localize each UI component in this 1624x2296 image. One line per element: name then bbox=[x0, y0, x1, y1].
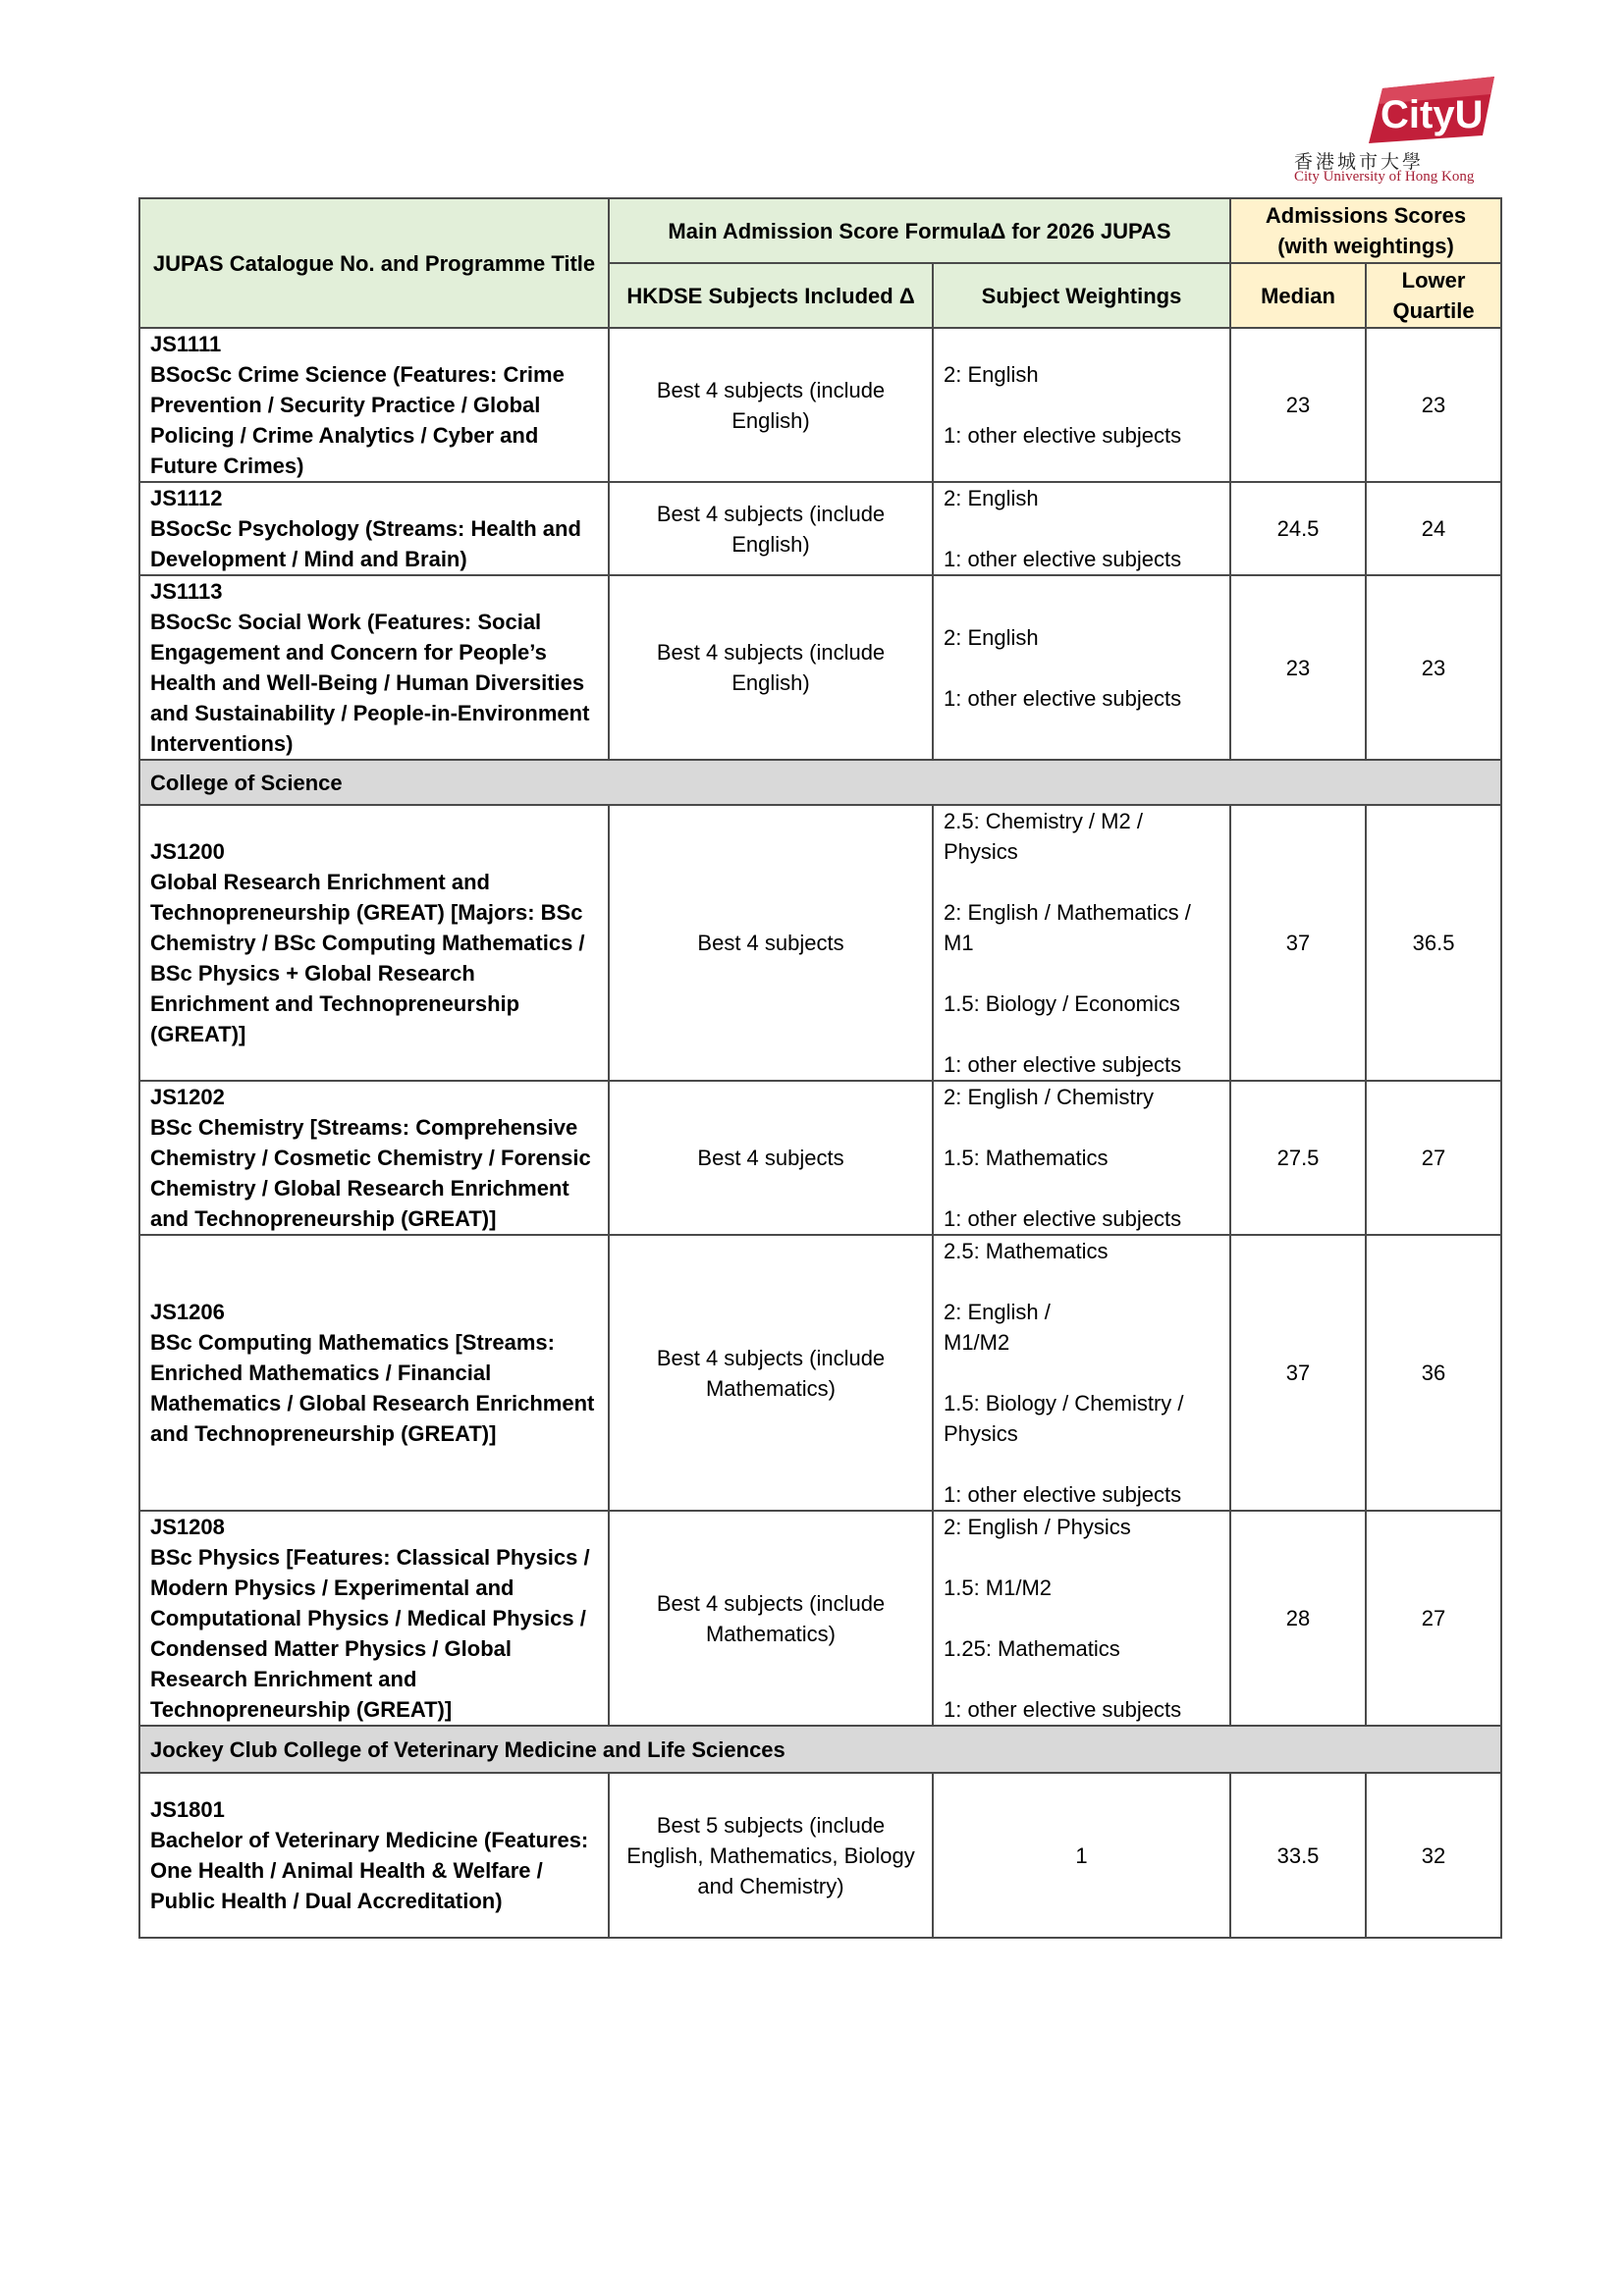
table-row bbox=[139, 1773, 1501, 1938]
weighting-gap bbox=[944, 1358, 1219, 1388]
weighting-gap bbox=[944, 1542, 1219, 1573]
section-row bbox=[139, 1726, 1501, 1773]
weighting-line: 2: English bbox=[944, 624, 1039, 650]
table-row bbox=[139, 482, 1501, 575]
weighting-line: 2.5: Chemistry / M2 / Physics bbox=[944, 809, 1143, 864]
median-cell: 28 bbox=[1230, 1511, 1366, 1726]
programme-title: BSc Physics [Features: Classical Physics / Modern Physics / Experimental and Computational Physics / Medical Physics / Condensed Matter Physics / Global Research Enrichment and Technopreneurship (GREAT)] bbox=[150, 1545, 590, 1722]
section-row bbox=[139, 760, 1501, 805]
weighting-line: 2: English bbox=[944, 362, 1039, 387]
weighting-line: 2: English / Chemistry bbox=[944, 1085, 1154, 1109]
programme-code: JS1206 bbox=[150, 1300, 225, 1324]
weighting-line: 1: other elective subjects bbox=[944, 547, 1182, 571]
subjects-cell: Best 4 subjects (include English) bbox=[609, 482, 933, 575]
weightings-column-header: Subject Weightings bbox=[933, 263, 1230, 328]
weighting-gap bbox=[944, 1449, 1219, 1479]
cityu-chinese-name: 香港城市大學 bbox=[1294, 151, 1425, 173]
weighting-line: 1: other elective subjects bbox=[944, 1052, 1182, 1077]
programme-cell bbox=[139, 1235, 609, 1511]
weightings-cell bbox=[933, 482, 1230, 575]
weighting-line: 2: English bbox=[944, 486, 1039, 510]
weighting-line: 1: other elective subjects bbox=[944, 1482, 1182, 1507]
programme-code: JS1801 bbox=[150, 1797, 225, 1822]
formula-group-header: Main Admission Score FormulaΔ for 2026 JUPAS bbox=[609, 198, 1230, 263]
weighting-gap bbox=[944, 1112, 1219, 1143]
programme-title: Bachelor of Veterinary Medicine (Features: One Health / Animal Health & Welfare / Public Health / Dual Accreditation) bbox=[150, 1828, 589, 1913]
weighting-gap bbox=[944, 958, 1219, 988]
programme-title: BSc Computing Mathematics [Streams: Enriched Mathematics / Financial Mathematics / Global Research Enrichment and Technopreneurship (GREAT)] bbox=[150, 1330, 595, 1446]
median-cell: 33.5 bbox=[1230, 1773, 1366, 1938]
weighting-line: 1.5: Biology / Economics bbox=[944, 991, 1180, 1016]
lower-quartile-cell: 24 bbox=[1366, 482, 1501, 575]
programme-cell bbox=[139, 328, 609, 482]
programme-code: JS1112 bbox=[150, 486, 223, 510]
weighting-line: 1.5: Mathematics bbox=[944, 1146, 1109, 1170]
subjects-cell: Best 4 subjects (include Mathematics) bbox=[609, 1235, 933, 1511]
weighting-line: 2: English / Mathematics / M1 bbox=[944, 900, 1191, 955]
programme-cell bbox=[139, 575, 609, 760]
cityu-logo-mark bbox=[1365, 71, 1502, 149]
cityu-logo bbox=[1294, 71, 1506, 188]
lower-quartile-cell: 27 bbox=[1366, 1081, 1501, 1235]
programme-title: Global Research Enrichment and Technopreneurship (GREAT) [Majors: BSc Chemistry / BSc Computing Mathematics / BSc Physics + Global Research Enrichment and Technopreneurship (GREAT)] bbox=[150, 870, 585, 1046]
weighting-gap bbox=[944, 653, 1219, 683]
admission-scores-table bbox=[138, 197, 1502, 1939]
median-column-header: Median bbox=[1230, 263, 1366, 328]
median-cell: 23 bbox=[1230, 328, 1366, 482]
scores-group-header: Admissions Scores (with weightings) bbox=[1230, 198, 1501, 263]
weightings-cell bbox=[933, 575, 1230, 760]
lower-quartile-cell: 27 bbox=[1366, 1511, 1501, 1726]
cityu-english-name: City University of Hong Kong bbox=[1294, 169, 1475, 185]
programme-code: JS1113 bbox=[150, 579, 223, 604]
weighting-line: 1.5: M1/M2 bbox=[944, 1575, 1053, 1600]
weightings-cell bbox=[933, 1511, 1230, 1726]
lower-quartile-cell: 36.5 bbox=[1366, 805, 1501, 1081]
weighting-line: 1.25: Mathematics bbox=[944, 1636, 1120, 1661]
programme-cell bbox=[139, 1773, 609, 1938]
subjects-cell: Best 4 subjects bbox=[609, 805, 933, 1081]
lower-quartile-cell: 36 bbox=[1366, 1235, 1501, 1511]
programme-title: BSocSc Psychology (Streams: Health and Development / Mind and Brain) bbox=[150, 516, 581, 571]
programme-code: JS1208 bbox=[150, 1515, 225, 1539]
weighting-gap bbox=[944, 1266, 1219, 1297]
programme-code: JS1200 bbox=[150, 839, 225, 864]
programme-cell bbox=[139, 805, 609, 1081]
weighting-gap bbox=[944, 1603, 1219, 1633]
median-cell: 24.5 bbox=[1230, 482, 1366, 575]
programme-column-header: JUPAS Catalogue No. and Programme Title bbox=[139, 198, 609, 328]
lower-quartile-column-header: Lower Quartile bbox=[1366, 263, 1501, 328]
weighting-gap bbox=[944, 867, 1219, 897]
weighting-gap bbox=[944, 1019, 1219, 1049]
programme-cell bbox=[139, 482, 609, 575]
programme-code: JS1202 bbox=[150, 1085, 225, 1109]
median-cell: 27.5 bbox=[1230, 1081, 1366, 1235]
table-row bbox=[139, 1081, 1501, 1235]
table-row bbox=[139, 1235, 1501, 1511]
subjects-cell: Best 4 subjects (include Mathematics) bbox=[609, 1511, 933, 1726]
weightings-cell bbox=[933, 1235, 1230, 1511]
programme-title: BSc Chemistry [Streams: Comprehensive Chemistry / Cosmetic Chemistry / Forensic Chemistry / Global Research Enrichment and Technopreneurship (GREAT)] bbox=[150, 1115, 591, 1231]
lower-quartile-cell: 32 bbox=[1366, 1773, 1501, 1938]
cityu-wordmark: CityU bbox=[1380, 93, 1484, 136]
weighting-gap bbox=[944, 390, 1219, 420]
subjects-cell: Best 4 subjects bbox=[609, 1081, 933, 1235]
weighting-gap bbox=[944, 513, 1219, 544]
median-cell: 37 bbox=[1230, 805, 1366, 1081]
subjects-cell: Best 4 subjects (include English) bbox=[609, 575, 933, 760]
weightings-cell bbox=[933, 328, 1230, 482]
table-row bbox=[139, 575, 1501, 760]
section-veterinary-college: Jockey Club College of Veterinary Medicine and Life Sciences bbox=[139, 1726, 1501, 1773]
weighting-line: 2: English / M1/M2 bbox=[944, 1300, 1051, 1355]
section-college-of-science: College of Science bbox=[139, 760, 1501, 805]
weighting-line: 1: other elective subjects bbox=[944, 1697, 1182, 1722]
programme-title: BSocSc Crime Science (Features: Crime Prevention / Security Practice / Global Policing / Crime Analytics / Cyber and Future Crimes) bbox=[150, 362, 565, 478]
table-row bbox=[139, 1511, 1501, 1726]
programme-cell bbox=[139, 1511, 609, 1726]
median-cell: 23 bbox=[1230, 575, 1366, 760]
weighting-line: 1: other elective subjects bbox=[944, 685, 1182, 711]
weighting-line: 1: other elective subjects bbox=[944, 1206, 1182, 1231]
weightings-cell bbox=[933, 805, 1230, 1081]
programme-cell bbox=[139, 1081, 609, 1235]
weighting-line: 1.5: Biology / Chemistry / Physics bbox=[944, 1391, 1184, 1446]
weightings-cell bbox=[933, 1081, 1230, 1235]
subjects-column-header: HKDSE Subjects Included Δ bbox=[609, 263, 933, 328]
lower-quartile-cell: 23 bbox=[1366, 575, 1501, 760]
header-row-1 bbox=[139, 198, 1501, 263]
weighting-line: 2.5: Mathematics bbox=[944, 1239, 1109, 1263]
programme-code: JS1111 bbox=[150, 332, 222, 356]
median-cell: 37 bbox=[1230, 1235, 1366, 1511]
weighting-line: 2: English / Physics bbox=[944, 1515, 1131, 1539]
lower-quartile-cell: 23 bbox=[1366, 328, 1501, 482]
table-row bbox=[139, 805, 1501, 1081]
programme-title: BSocSc Social Work (Features: Social Engagement and Concern for People’s Health and Well-Being / Human Diversities and Sustainability / People-in-Environment Interventions) bbox=[150, 610, 590, 756]
weighting-line: 1: other elective subjects bbox=[944, 423, 1182, 448]
weighting-gap bbox=[944, 1173, 1219, 1203]
table-row bbox=[139, 328, 1501, 482]
weighting-gap bbox=[944, 1664, 1219, 1694]
subjects-cell: Best 4 subjects (include English) bbox=[609, 328, 933, 482]
weightings-cell: 1 bbox=[933, 1773, 1230, 1938]
subjects-cell: Best 5 subjects (include English, Mathematics, Biology and Chemistry) bbox=[609, 1773, 933, 1938]
